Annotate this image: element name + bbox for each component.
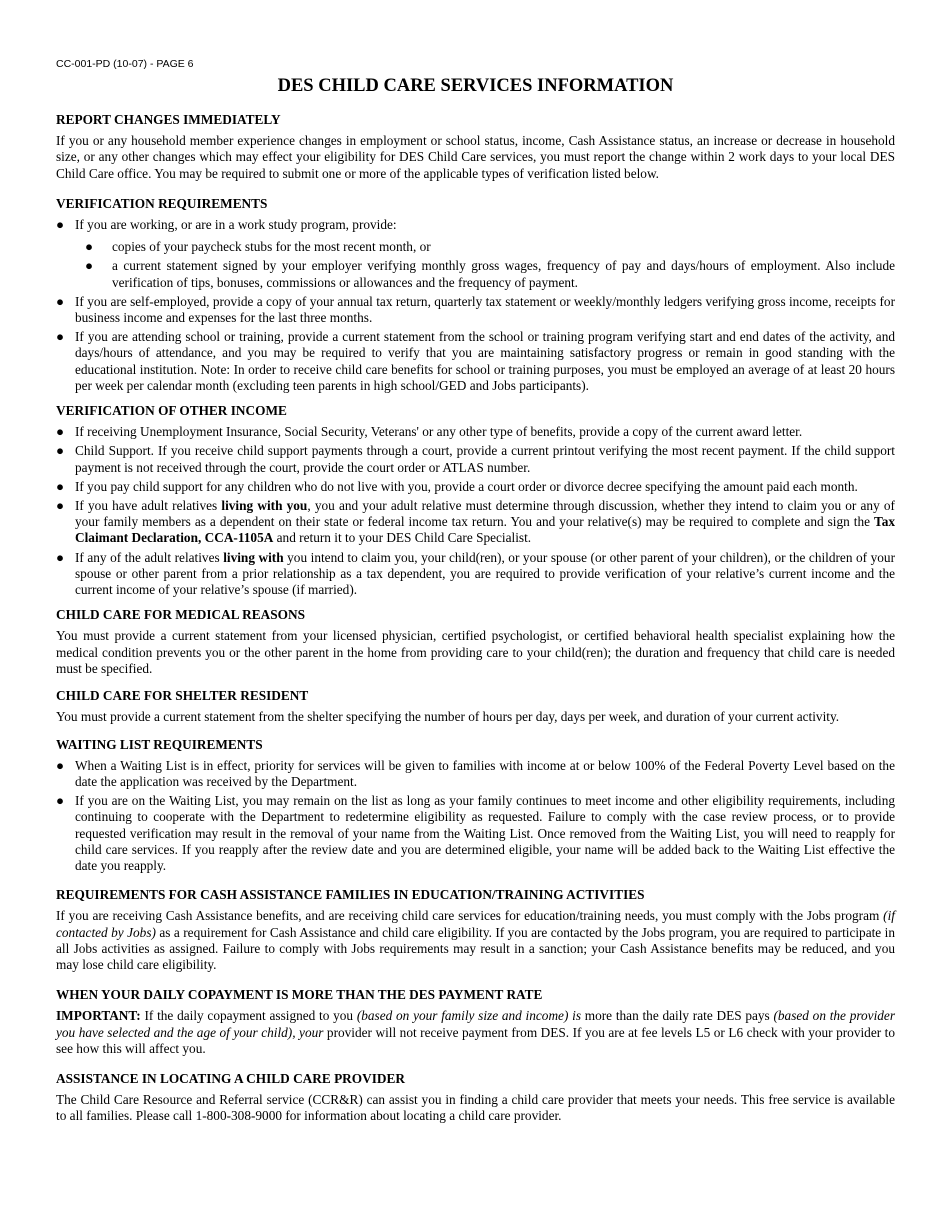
document-page (56, 55, 895, 1139)
relatives-text-d: Tax Claimant Declaration, CCA-1105A (75, 514, 895, 546)
copay-text-d: (based on the provider you have selected and the age of your child), your (56, 1008, 896, 1040)
heading-locating: ASSISTANCE IN LOCATING A CHILD CARE PROVIDER (56, 1070, 405, 1086)
list-item (56, 758, 895, 790)
paycheck-text: copies of your paycheck stubs for the most recent month, or (112, 239, 431, 255)
heading-waiting-list: WAITING LIST REQUIREMENTS (56, 736, 263, 752)
list-item (56, 443, 895, 475)
list-item (56, 258, 895, 290)
list-item (56, 793, 895, 874)
cash-assistance-text (56, 908, 895, 973)
claim-text-a: If any of the adult relatives (75, 549, 224, 565)
relatives-text-b: living with you (221, 498, 308, 514)
bullet-icon: ● (56, 757, 65, 773)
copay-text-b: (based on your family size and income) is (356, 1008, 582, 1024)
bullet-icon: ● (85, 239, 94, 255)
cash-text-c: as a requirement for Cash Assistance and child care eligibility. If you are contacted by the Jobs program, you are required to participate in all Jobs activities as assigned. Failure to comply with Jobs requirements may result in a sanction; your Cash Assistance benefits may be reduced, and you may lose child care eligibility. (56, 924, 895, 972)
bullet-icon: ● (56, 793, 65, 809)
bullet-icon: ● (56, 329, 65, 345)
important-label: IMPORTANT: (56, 1008, 141, 1024)
form-id: CC-001-PD (10-07) - PAGE 6 (56, 58, 194, 70)
list-item (56, 550, 895, 599)
list-item (56, 424, 895, 440)
claim-text-c: you intend to claim you, your child(ren), or your spouse (or other parent of your children), or the children of your spouse or other parent from a prior relationship as a tax dependent, you are required to provide verification of your relative’s current income and the current income of your relative’s spouse (if married). (75, 549, 895, 598)
waiting-list-list (56, 758, 895, 874)
list-item (56, 329, 895, 394)
child-support-text: Child Support. If you receive child support payments through a court, provide a current printout verifying the most recent payment. If the child support payment is not received through the court, provide the court order or ATLAS number. (75, 443, 895, 475)
working-sub-list (75, 239, 895, 291)
list-item (56, 498, 895, 547)
self-employed-text: If you are self-employed, provide a copy of your annual tax return, quarterly tax statement or weekly/monthly ledgers verifying gross income, receipts for business income and expenses for the last three months. (75, 293, 895, 326)
medical-text: You must provide a current statement from your licensed physician, certified psychologist, or certified behavioral health specialist explaining how the medical condition prevents you or the other parent in the home from providing care to your child(ren); the duration and frequency that child care is needed must be specified. (56, 628, 895, 676)
cash-text-b: (if contacted by Jobs) (56, 908, 895, 940)
school-text: If you are attending school or training, provide a current statement from the school or training program verifying start and end dates of the activity, and days/hours of attendance, and you may be required to verify that you are maintaining satisfactory progress or remain in good standing with the educational institution. Note: In order to receive child care benefits for school or training purposes, you must be employed an average of at least 20 hours per week per calendar month (excluding teen parents in high school/GED and Jobs participants). (75, 329, 895, 393)
page-title: DES CHILD CARE SERVICES INFORMATION (277, 76, 674, 96)
bullet-icon: ● (56, 498, 65, 514)
bullet-icon: ● (56, 424, 65, 440)
bullet-icon: ● (56, 443, 65, 459)
heading-report-changes: REPORT CHANGES IMMEDIATELY (56, 112, 281, 127)
list-item (56, 217, 895, 291)
copay-text-e: provider will not receive payment from DES. If you are at fee levels L5 or L6 check with your provider to see how this will affect you. (56, 1024, 895, 1056)
bullet-icon: ● (56, 549, 65, 565)
relatives-text-c: , you and your adult relative must determine through discussion, whether they intend to claim you or any of your family members as a dependent on their state or federal income tax return. You and your relative(s) may be required to complete and sign the (75, 498, 895, 530)
heading-copayment: WHEN YOUR DAILY COPAYMENT IS MORE THAN THE DES PAYMENT RATE (56, 987, 543, 1003)
relatives-text-a: If you have adult relatives (75, 498, 222, 514)
list-item (56, 239, 895, 255)
heading-shelter: CHILD CARE FOR SHELTER RESIDENT (56, 688, 309, 704)
heading-other-income: VERIFICATION OF OTHER INCOME (56, 403, 287, 419)
heading-medical: CHILD CARE FOR MEDICAL REASONS (56, 607, 305, 623)
bullet-icon: ● (56, 293, 65, 309)
copayment-text (56, 1008, 895, 1057)
bullet-icon: ● (85, 258, 94, 274)
bullet-icon: ● (56, 478, 65, 494)
locating-text: The Child Care Resource and Referral service (CCR&R) can assist you in finding a child care provider that meets your needs. This free service is available to all families. Please call 1-800-308-9000 for information about locating a child care provider. (56, 1092, 895, 1124)
priority-text: When a Waiting List is in effect, priority for services will be given to families with income at or below 100% of the Federal Poverty Level based on the date the application was received by the Department. (75, 757, 895, 789)
copay-text-c: more than the daily rate DES pays (581, 1008, 774, 1024)
claim-text-b: living with (223, 549, 284, 565)
list-item (56, 479, 895, 495)
list-item (56, 294, 895, 326)
other-income-list (56, 424, 895, 598)
verification-list (56, 217, 895, 394)
report-changes-text: If you or any household member experience changes in employment or school status, income, Cash Assistance status, an increase or decrease in household size, or any other changes which may effect your eligibility for DES Child Care services, you must report the change within 2 work days to your local DES Child Care office. You may be required to submit one or more of the applicable types of verification listed below. (56, 133, 895, 181)
heading-verification-requirements: VERIFICATION REQUIREMENTS (56, 195, 268, 211)
copay-text-a: If the daily copayment assigned to you (140, 1008, 357, 1024)
cash-text-a: If you are receiving Cash Assistance benefits, and are receiving child care services for education/training needs, you must comply with the Jobs program (56, 908, 884, 924)
shelter-text: You must provide a current statement from the shelter specifying the number of hours per day, days per week, and duration of your current activity. (56, 709, 840, 725)
employer-statement-text: a current statement signed by your employer verifying monthly gross wages, frequency of pay and days/hours of employment. Also include verification of tips, bonuses, commissions or allowances and the frequency of payment. (112, 258, 895, 290)
heading-cash-assistance: REQUIREMENTS FOR CASH ASSISTANCE FAMILIES IN EDUCATION/TRAINING ACTIVITIES (56, 887, 645, 903)
working-text: If you are working, or are in a work study program, provide: (75, 217, 397, 233)
bullet-icon: ● (56, 217, 65, 233)
relatives-text-e: and return it to your DES Child Care Specialist. (273, 530, 532, 546)
benefits-text: If receiving Unemployment Insurance, Social Security, Veterans' or any other type of benefits, provide a copy of the current award letter. (75, 424, 803, 440)
pay-support-text: If you pay child support for any children who do not live with you, provide a court order or divorce decree specifying the amount paid each month. (75, 478, 858, 494)
remain-text: If you are on the Waiting List, you may remain on the list as long as your family continues to meet income and other eligibility requirements, including continuing to cooperate with the Department to redetermine eligibility as requested. Failure to comply with the case review process, or to provide requested verification may result in the removal of your name from the Waiting List. Once removed from the Waiting List, you will need to reapply for child care services. If you reapply after the review date and you are determined eligible, your name will be added back to the Waiting List effective the date you reapply. (75, 793, 895, 873)
